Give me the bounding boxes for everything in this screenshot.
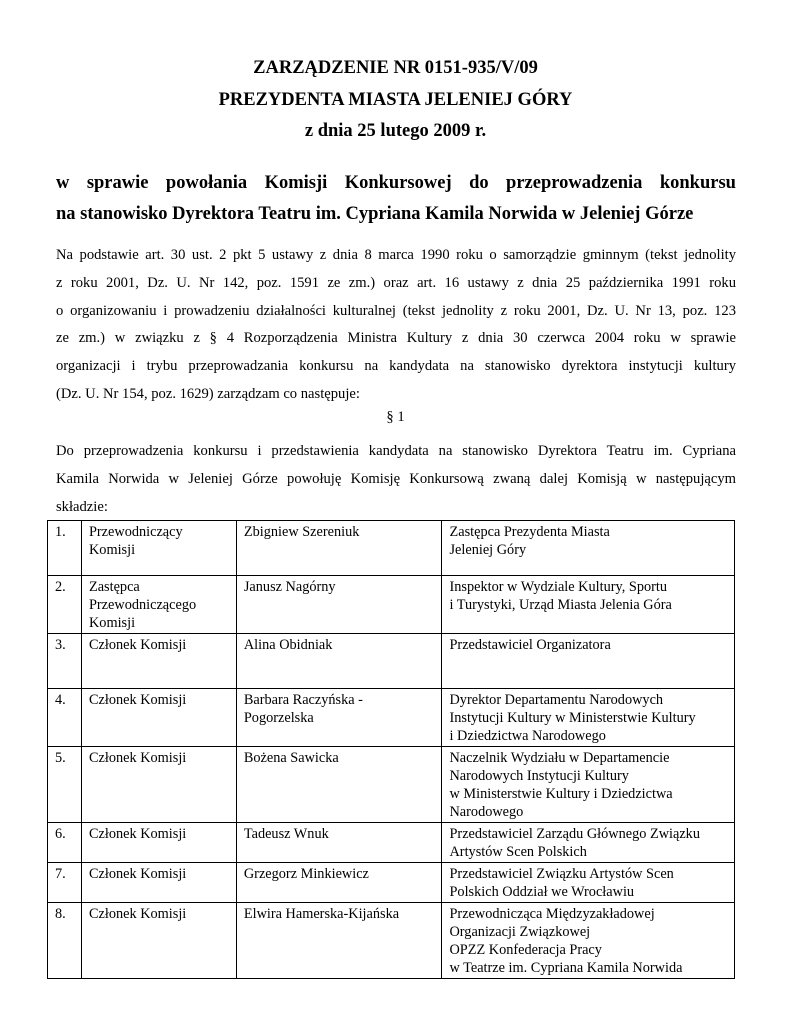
member-number: 4. — [48, 689, 82, 747]
member-description: Naczelnik Wydziału w Departamencie Narodowych Instytucji Kultury w Ministerstwie Kultury i Dziedzictwa Narodowego — [442, 747, 735, 823]
member-name: Janusz Nagórny — [236, 576, 442, 634]
paragraph-line: Na podstawie art. 30 ust. 2 pkt 5 ustawy z dnia 8 marca 1990 roku o samorządzie gminnym (tekst jednolity — [56, 247, 736, 263]
member-name: Barbara Raczyńska - Pogorzelska — [236, 689, 442, 747]
member-name: Tadeusz Wnuk — [236, 823, 442, 863]
member-number: 6. — [48, 823, 82, 863]
paragraph-line: składzie: — [56, 498, 108, 515]
member-role: Przewodniczący Komisji — [81, 521, 236, 576]
subject-word: w — [56, 173, 70, 193]
member-number: 8. — [48, 903, 82, 979]
member-number: 5. — [48, 747, 82, 823]
member-name: Zbigniew Szereniuk — [236, 521, 442, 576]
table-row — [48, 689, 735, 747]
ordinance-date: z dnia 25 lutego 2009 r. — [304, 121, 487, 141]
subject-word: konkursu — [659, 173, 736, 193]
member-role: Członek Komisji — [81, 823, 236, 863]
member-number: 2. — [48, 576, 82, 634]
paragraph-line: (Dz. U. Nr 154, poz. 1629) zarządzam co następuje: — [56, 385, 360, 402]
subject-word: do — [469, 173, 489, 193]
member-number: 3. — [48, 634, 82, 689]
subject-line-2: na stanowisko Dyrektora Teatru im. Cypriana Kamila Norwida w Jeleniej Górze — [56, 204, 694, 224]
member-number: 1. — [48, 521, 82, 576]
member-name: Elwira Hamerska-Kijańska — [236, 903, 442, 979]
subject-line-1 — [56, 172, 736, 194]
table-row — [48, 634, 735, 689]
section-sign: § 1 — [386, 409, 405, 425]
paragraph-line: z roku 2001, Dz. U. Nr 142, poz. 1591 ze zm.) oraz art. 16 ustawy z dnia 25 października 1991 roku — [56, 274, 736, 291]
paragraph-line: organizacji i trybu przeprowadzania konkursu na kandydata na stanowisko dyrektora instytucji kultury — [56, 358, 736, 375]
table-row — [48, 747, 735, 823]
subject-word: Konkursowej — [344, 173, 452, 193]
member-description: Przedstawiciel Zarządu Głównego Związku Artystów Scen Polskich — [442, 823, 735, 863]
table-row — [48, 863, 735, 903]
table-row — [48, 823, 735, 863]
table-row — [48, 903, 735, 979]
ordinance-title: ZARZĄDZENIE NR 0151-935/V/09 — [253, 58, 538, 78]
paragraph-line: Kamila Norwida w Jeleniej Górze powołuję Komisję Konkursową zwaną dalej Komisją w następującym — [56, 470, 736, 487]
paragraph-line: ze zm.) w związku z § 4 Rozporządzenia Ministra Kultury z dnia 30 czerwca 2004 roku w sprawie — [56, 330, 736, 347]
member-role: Członek Komisji — [81, 689, 236, 747]
legal-basis-paragraph — [56, 242, 736, 409]
commission-members-table — [47, 520, 735, 979]
member-role: Członek Komisji — [81, 903, 236, 979]
member-name: Grzegorz Minkiewicz — [236, 863, 442, 903]
table-row — [48, 576, 735, 634]
subject-word: Komisji — [264, 173, 328, 193]
member-role: Członek Komisji — [81, 747, 236, 823]
member-role: Członek Komisji — [81, 863, 236, 903]
paragraph-line: o organizowaniu i prowadzeniu działalności kulturalnej (tekst jednolity z roku 2001, Dz. U. Nr 13, poz. 123 — [56, 302, 736, 319]
member-name: Alina Obidniak — [236, 634, 442, 689]
ordinance-issuer: PREZYDENTA MIASTA JELENIEJ GÓRY — [218, 90, 573, 110]
subject-word: przeprowadzenia — [506, 173, 643, 193]
subject-word: sprawie — [86, 173, 149, 193]
table-row — [48, 521, 735, 576]
member-number: 7. — [48, 863, 82, 903]
composition-paragraph — [56, 438, 736, 521]
subject-word: powołania — [165, 173, 248, 193]
paragraph-line: Do przeprowadzenia konkursu i przedstawienia kandydata na stanowisko Dyrektora Teatru im. Cypriana — [56, 443, 736, 459]
member-description: Inspektor w Wydziale Kultury, Sportu i Turystyki, Urząd Miasta Jelenia Góra — [442, 576, 735, 634]
member-description: Przewodnicząca Międzyzakładowej Organizacji Związkowej OPZZ Konfederacja Pracy w Teatrze im. Cypriana Kamila Norwida — [442, 903, 735, 979]
member-description: Przedstawiciel Organizatora — [442, 634, 735, 689]
member-name: Bożena Sawicka — [236, 747, 442, 823]
member-role: Zastępca Przewodniczącego Komisji — [81, 576, 236, 634]
member-description: Zastępca Prezydenta Miasta Jeleniej Góry — [442, 521, 735, 576]
member-role: Członek Komisji — [81, 634, 236, 689]
member-description: Dyrektor Departamentu Narodowych Instytucji Kultury w Ministerstwie Kultury i Dziedzictwa Narodowego — [442, 689, 735, 747]
member-description: Przedstawiciel Związku Artystów Scen Polskich Oddział we Wrocławiu — [442, 863, 735, 903]
